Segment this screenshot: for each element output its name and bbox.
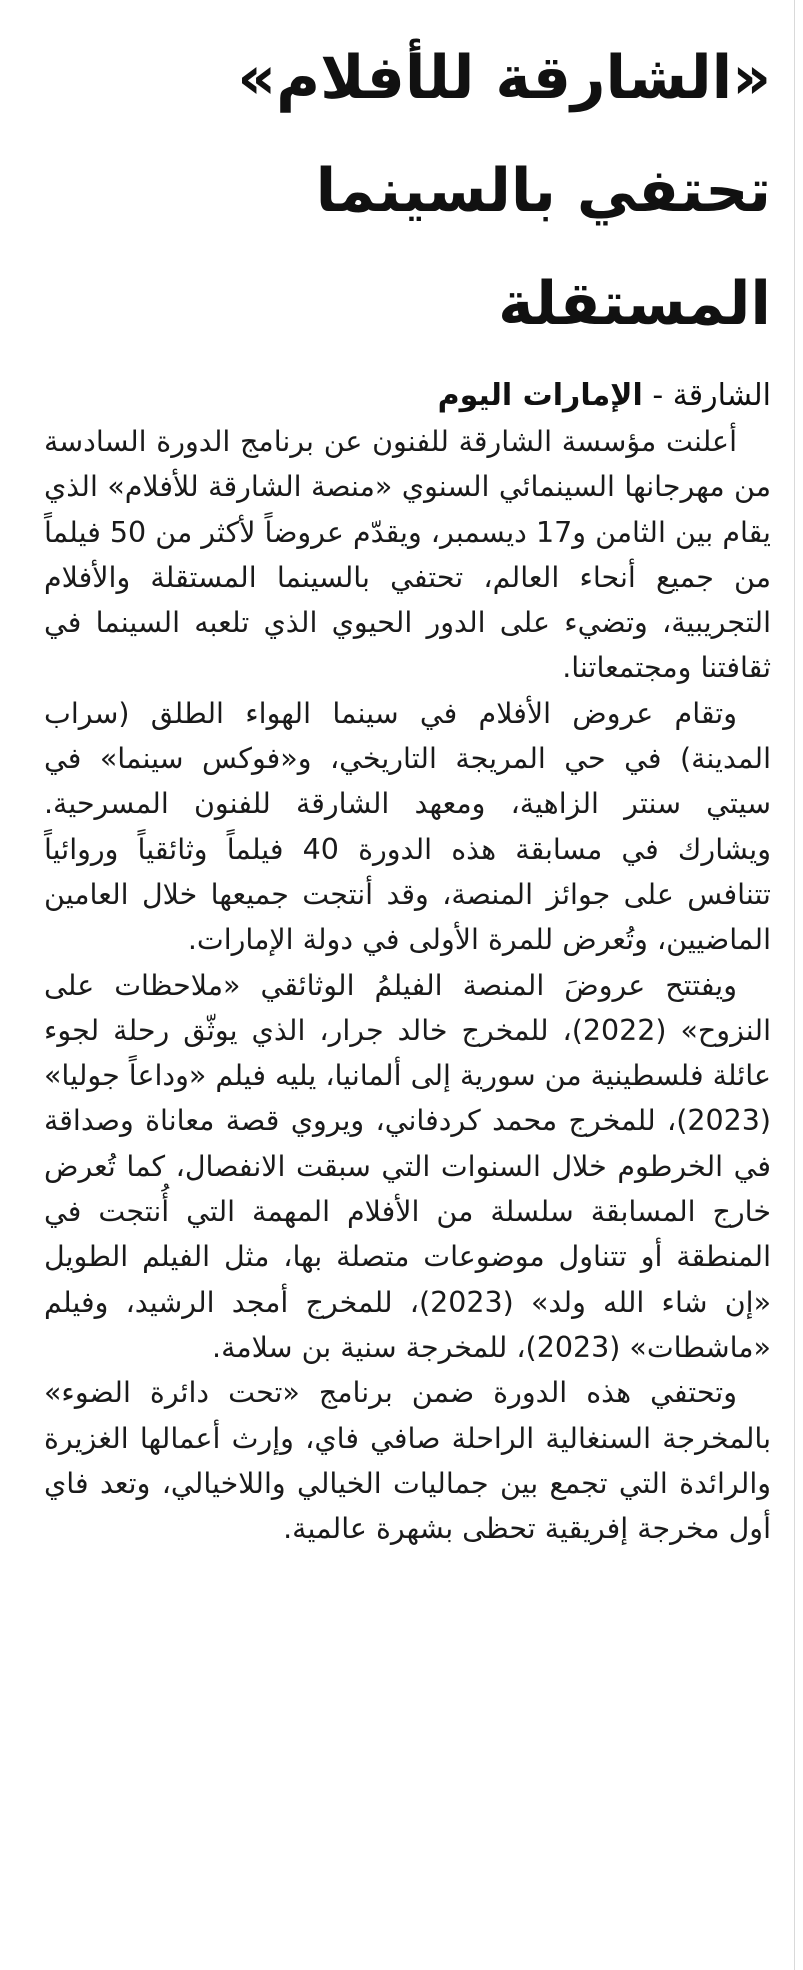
article-paragraph: وتحتفي هذه الدورة ضمن برنامج «تحت دائرة الضوء» بالمخرجة السنغالية الراحلة صافي فاي، وإرث أعمالها الغزيرة والرائدة التي تجمع بين جماليات الخيالي واللاخيالي، وتعد فاي أول مخرجة إفريقية تحظى بشهرة عالمية. (44, 1376, 771, 1546)
article-paragraph: ويفتتح عروضَ المنصة الفيلمُ الوثائقي «ملاحظات على النزوح» (2022)، للمخرج خالد جرار، الذي يوثّق رحلة لجوء عائلة فلسطينية من سورية إلى ألمانيا، يليه فيلم «وداعاً جوليا» (2023)، للمخرج محمد كردفاني، ويروي قصة معاناة وصداقة في الخرطوم خلال السنوات التي سبقت الانفصال، كما تُعرض خارج المسابقة سلسلة من الأفلام المهمة التي أُنتجت في المنطقة أو تتناول موضوعات متصلة بها، مثل الفيلم الطويل «إن شاء الله ولد» (2023)، للمخرج أمجد الرشيد، وفيلم «ماشطات» (2023)، للمخرجة سنية بن سلامة. (43, 968, 771, 1364)
byline-source: الإمارات اليوم (437, 378, 643, 413)
article-body (44, 419, 771, 1551)
article-headline (44, 22, 771, 361)
headline-line: «الشارقة للأفلام» (237, 43, 771, 113)
article-byline (44, 375, 771, 417)
article-paragraph: وتقام عروض الأفلام في سينما الهواء الطلق (سراب المدينة) في حي المريجة التاريخي، و«فوكس سينما» في سيتي سنتر الزاهية، ومعهد الشارقة للفنون المسرحية. ويشارك في مسابقة هذه الدورة 40 فيلماً وثائقياً وروائياً تتنافس على جوائز المنصة، وقد أنتجت جميعها خلال العامين الماضيين، وتُعرض للمرة الأولى في دولة الإمارات. (44, 696, 771, 957)
byline-location: الشارقة - (642, 378, 771, 413)
article-paragraph: أعلنت مؤسسة الشارقة للفنون عن برنامج الدورة السادسة من مهرجانها السينمائي السنوي «منصة الشارقة للأفلام» الذي يقام بين الثامن و17 ديسمبر، ويقدّم عروضاً لأكثر من 50 فيلماً من جميع أنحاء العالم، تحتفي بالسينما المستقلة والأفلام التجريبية، وتضيء على الدور الحيوي الذي تلعبه السينما في ثقافتنا ومجتمعاتنا. (44, 425, 771, 685)
headline-line: المستقلة (498, 269, 771, 339)
headline-line: تحتفي بالسينما (315, 156, 771, 226)
